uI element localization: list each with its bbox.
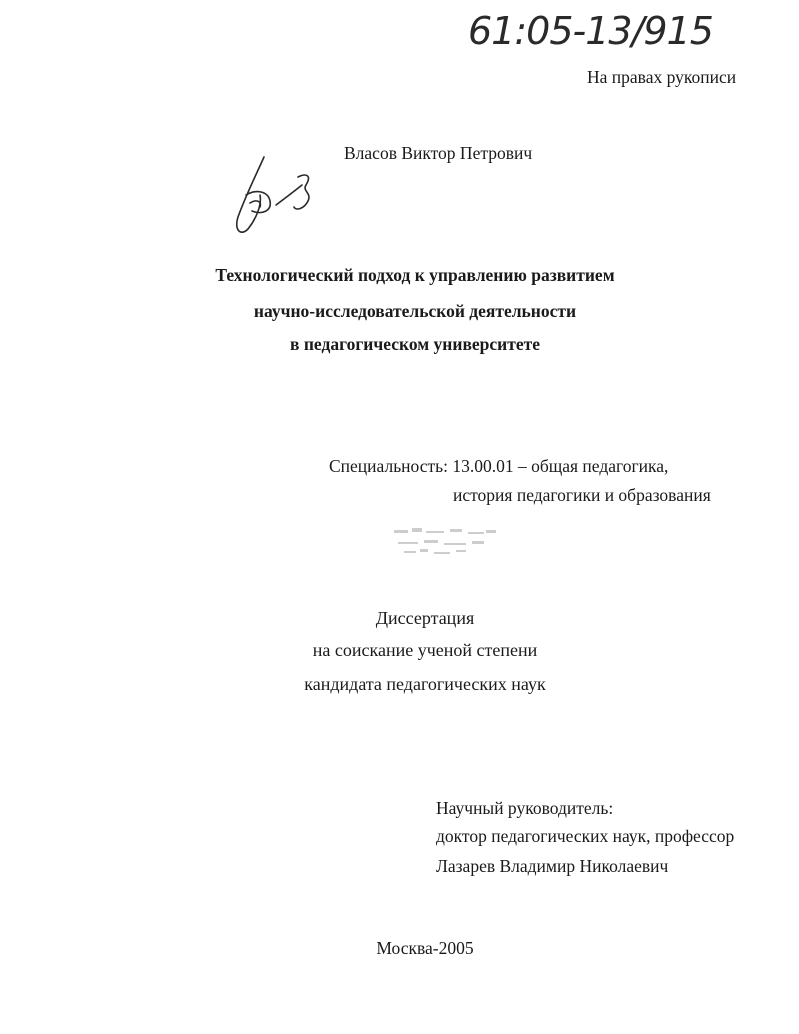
degree-line-1: Диссертация [375,608,475,628]
specialty-line-1: Специальность: 13.00.01 – общая педагогика, [329,456,669,476]
supervisor-degree: доктор педагогических наук, профессор [436,826,735,846]
author-signature [226,155,326,240]
degree-line-3: кандидата педагогических наук [304,674,546,694]
thesis-title-line-2: научно-исследовательской деятельности [253,301,577,321]
thesis-title-line-3: в педагогическом университете [290,334,540,354]
degree-line-2: на соискание ученой степени [312,640,538,660]
thesis-title-line-1: Технологический подход к управлению развитием [215,265,615,285]
specialty-line-2: история педагогики и образования [453,485,711,505]
manuscript-rights-note: На правах рукописи [587,67,737,87]
faded-library-stamp [390,524,502,558]
supervisor-label: Научный руководитель: [436,798,614,818]
city-year: Москва-2005 [376,938,474,958]
supervisor-name: Лазарев Владимир Николаевич [436,856,669,876]
svg-text:61:05-13/915: 61:05-13/915 [468,9,713,52]
archive-number-handwritten [468,8,718,52]
author-name: Власов Виктор Петрович [344,143,533,163]
